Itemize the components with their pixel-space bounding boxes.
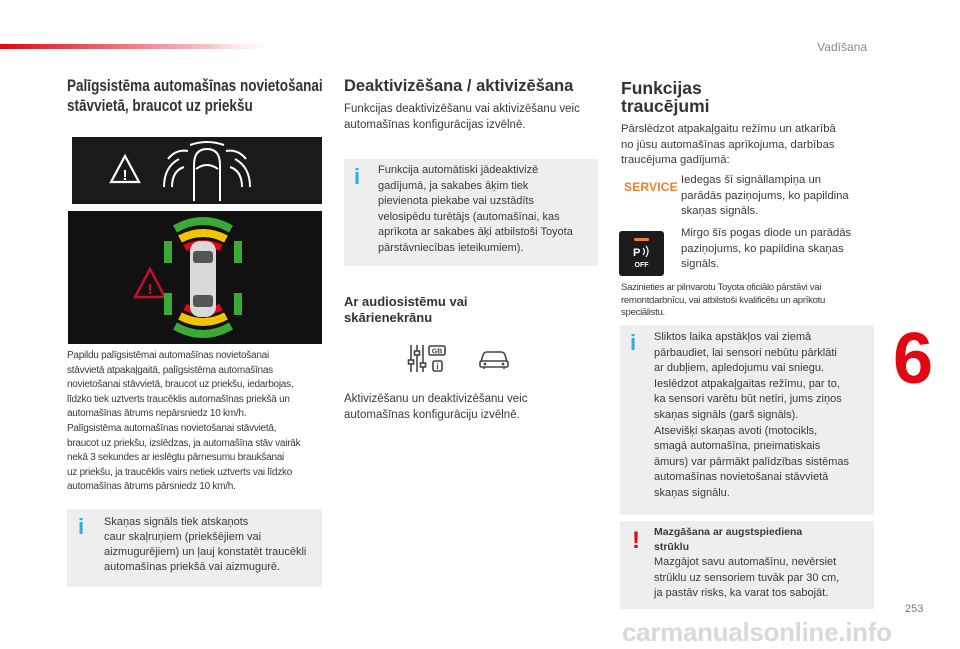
info-line: skaņas signāls (garš signāls). bbox=[654, 408, 799, 421]
parking-sensor-icon bbox=[632, 245, 652, 259]
service-text bbox=[681, 173, 881, 220]
col1-title-line: stāvvietā, braucot uz priekšu bbox=[67, 97, 253, 115]
info-icon: i bbox=[78, 514, 85, 539]
info-line: pievienota piekabe vai uzstādīts bbox=[378, 195, 534, 207]
svg-text:GB: GB bbox=[431, 348, 443, 356]
info-line: Sliktos laika apstākļos vai ziemā bbox=[654, 331, 812, 343]
button-off-label: OFF bbox=[634, 262, 649, 269]
info-line: pārstāvniecības ieteikumiem). bbox=[378, 241, 524, 254]
info-line: āmurs) var pārmākt palīdzības sistēmas bbox=[654, 455, 850, 468]
info-text bbox=[104, 515, 319, 575]
warning-title-line: strūklu bbox=[654, 541, 690, 553]
col1-title-line: Palīgsistēma automašīnas novietošanai bbox=[67, 77, 323, 95]
subtitle-line: skārienekrānu bbox=[344, 310, 433, 325]
svg-text:!: ! bbox=[147, 281, 153, 298]
warning-title bbox=[654, 525, 872, 555]
watermark: carmanualsonline.info bbox=[622, 617, 892, 647]
section-label: Vadīšana bbox=[817, 40, 867, 54]
outro-line: automašīnas konfigurāciju izvēlnē. bbox=[344, 408, 520, 421]
button-led bbox=[634, 238, 649, 241]
info-line: smagā automašīna, pneimatiskais bbox=[654, 440, 821, 453]
intro-line: no jūsu automašīnas aprīkojuma, darbības bbox=[621, 138, 835, 151]
svg-text:i: i bbox=[436, 362, 439, 371]
warning-line: ja pastāv risks, ka varat tos sabojāt. bbox=[654, 587, 829, 599]
warning-text bbox=[654, 555, 872, 602]
col2-info-box bbox=[344, 159, 598, 266]
intro-line: Funkcijas deaktivizēšanu vai aktivizēšanu veic bbox=[344, 103, 580, 115]
info-line: Atsevišķi skaņas avoti (motocikls, bbox=[654, 424, 818, 437]
col3-warning-box bbox=[620, 521, 874, 609]
button-line: Mirgo šīs pogas diode un parādās bbox=[681, 227, 852, 239]
col3-title-line: traucējumi bbox=[621, 96, 710, 116]
info-line: ar dubļiem, apledojumu vai sniegu. bbox=[654, 362, 824, 375]
svg-text:P: P bbox=[633, 247, 641, 259]
paragraph-line: uz priekšu, ja traucēklis vairs netiek uztverts vai līdzko bbox=[67, 466, 293, 478]
info-line: aizmugurējiem) un ļauj konstatēt traucēkli bbox=[104, 546, 307, 558]
col1-info-box bbox=[67, 509, 322, 587]
service-line: skaņas signāls. bbox=[681, 205, 759, 217]
warning-title-line: Mazgāšana ar augstspiediena bbox=[654, 526, 803, 538]
service-line: Iedegas šī signāllampiņa un bbox=[681, 174, 822, 186]
contact-line: speciālistu. bbox=[621, 307, 665, 318]
paragraph-line: braucot uz priekšu, izslēdzas, ja automašīna stāv vairāk bbox=[67, 437, 301, 449]
info-line: Funkcija automātiski jādeaktivizē bbox=[378, 164, 539, 176]
car-topview-icon bbox=[190, 241, 216, 317]
info-line: automašīnas novietošanai stāvvietā bbox=[654, 471, 829, 484]
contact-line: Sazinieties ar pilnvarotu Toyota oficiālo pārstāvi vai bbox=[621, 282, 822, 293]
header-gradient-bar bbox=[0, 0, 960, 60]
paragraph-line: stāvvietā atpakaļgaitā, palīgsistēma automašīnas bbox=[67, 364, 273, 376]
info-icon: i bbox=[630, 330, 637, 355]
info-line: ka sensori varētu būt netīri, jums ziņos bbox=[654, 393, 842, 406]
paragraph-line: automašīnas ātrums pārsniedz 10 km/h. bbox=[67, 481, 236, 493]
intro-line: traucējuma gadījumā: bbox=[621, 154, 730, 166]
info-icon: i bbox=[354, 164, 361, 189]
intro-line: Pārslēdzot atpakaļgaitu režīmu un atkarībā bbox=[621, 123, 836, 135]
park-assist-off-button bbox=[619, 231, 664, 276]
paragraph-line: Papildu palīgsistēmai automašīnas novietošanai bbox=[67, 350, 269, 361]
page-number: 253 bbox=[905, 603, 924, 615]
paragraph-line: nekā 3 sekundes ar ieslēgtu pārnesumu braukšanai bbox=[67, 452, 285, 464]
col3-contact bbox=[621, 282, 891, 320]
chapter-number: 6 bbox=[893, 319, 934, 399]
svg-text:!: ! bbox=[122, 167, 128, 184]
warning-line: strūklu uz sensoriem tuvāk par 30 cm, bbox=[654, 571, 840, 584]
col2-subtitle bbox=[344, 294, 468, 326]
parking-display-illustration bbox=[72, 137, 322, 204]
button-line: paziņojums, ko papildina skaņas bbox=[681, 242, 844, 255]
warning-line: Mazgājot savu automašīnu, nevērsiet bbox=[654, 556, 837, 568]
info-text bbox=[378, 163, 594, 256]
col1-paragraph bbox=[67, 349, 329, 495]
car-settings-icon bbox=[478, 348, 510, 370]
subtitle-line: Ar audiosistēmu vai bbox=[344, 294, 468, 309]
paragraph-line: Palīgsistēma automašīnas novietošanai stāvvietā, bbox=[67, 422, 277, 434]
outro-line: Aktivizēšanu un deaktivizēšanu veic bbox=[344, 393, 528, 405]
col3-info-box bbox=[620, 325, 874, 515]
service-warning-icon: SERVICE bbox=[624, 180, 678, 194]
button-text bbox=[681, 226, 886, 273]
info-line: pārbaudiet, lai sensori nebūtu pārklāti bbox=[654, 346, 837, 359]
col2-intro bbox=[344, 102, 604, 133]
intro-line: automašīnas konfigurācijas izvēlnē. bbox=[344, 118, 526, 131]
info-line: velosipēdu turētājs (automašīnai, kas bbox=[378, 210, 560, 223]
info-line: skaņas signālu. bbox=[654, 486, 730, 499]
warning-exclamation-icon: ! bbox=[632, 527, 640, 554]
col3-title-line: Funkcijas bbox=[621, 78, 702, 98]
col2-outro bbox=[344, 392, 604, 423]
paragraph-line: automašīnas ātrums nepārsniedz 10 km/h. bbox=[67, 408, 247, 420]
service-line: parādās paziņojums, ko papildina bbox=[681, 189, 849, 202]
col3-intro bbox=[621, 122, 883, 169]
paragraph-line: novietošanai stāvvietā, braucot uz priekšu, iedarbojas, bbox=[67, 379, 294, 391]
info-line: aprīkota ar sakabes āķi atbilstoši Toyota bbox=[378, 226, 573, 238]
contact-line: remontdarbnīcu, vai atbilstoši kvalificētu un aprīkotu bbox=[621, 294, 826, 306]
parking-sensor-illustration bbox=[68, 211, 322, 344]
col1-title bbox=[67, 76, 323, 116]
info-line: caur skaļruņiem (priekšējiem vai bbox=[104, 531, 262, 543]
info-line: gadījumā, ja sakabes āķim tiek bbox=[378, 179, 529, 192]
info-line: Ieslēdzot atpakaļgaitas režīmu, par to, bbox=[654, 377, 840, 390]
col2-title: Deaktivizēšana / aktivizēšana bbox=[344, 77, 574, 95]
paragraph-line: līdzko tiek uztverts traucēklis automašīnas priekšā un bbox=[67, 393, 290, 405]
info-line: Skaņas signāls tiek atskaņots bbox=[104, 516, 249, 528]
button-line: signāls. bbox=[681, 258, 720, 270]
info-text bbox=[654, 330, 874, 502]
settings-sliders-icon bbox=[406, 342, 448, 376]
info-line: automašīnas priekšā vai aizmugurē. bbox=[104, 561, 281, 573]
col3-title bbox=[621, 79, 710, 115]
